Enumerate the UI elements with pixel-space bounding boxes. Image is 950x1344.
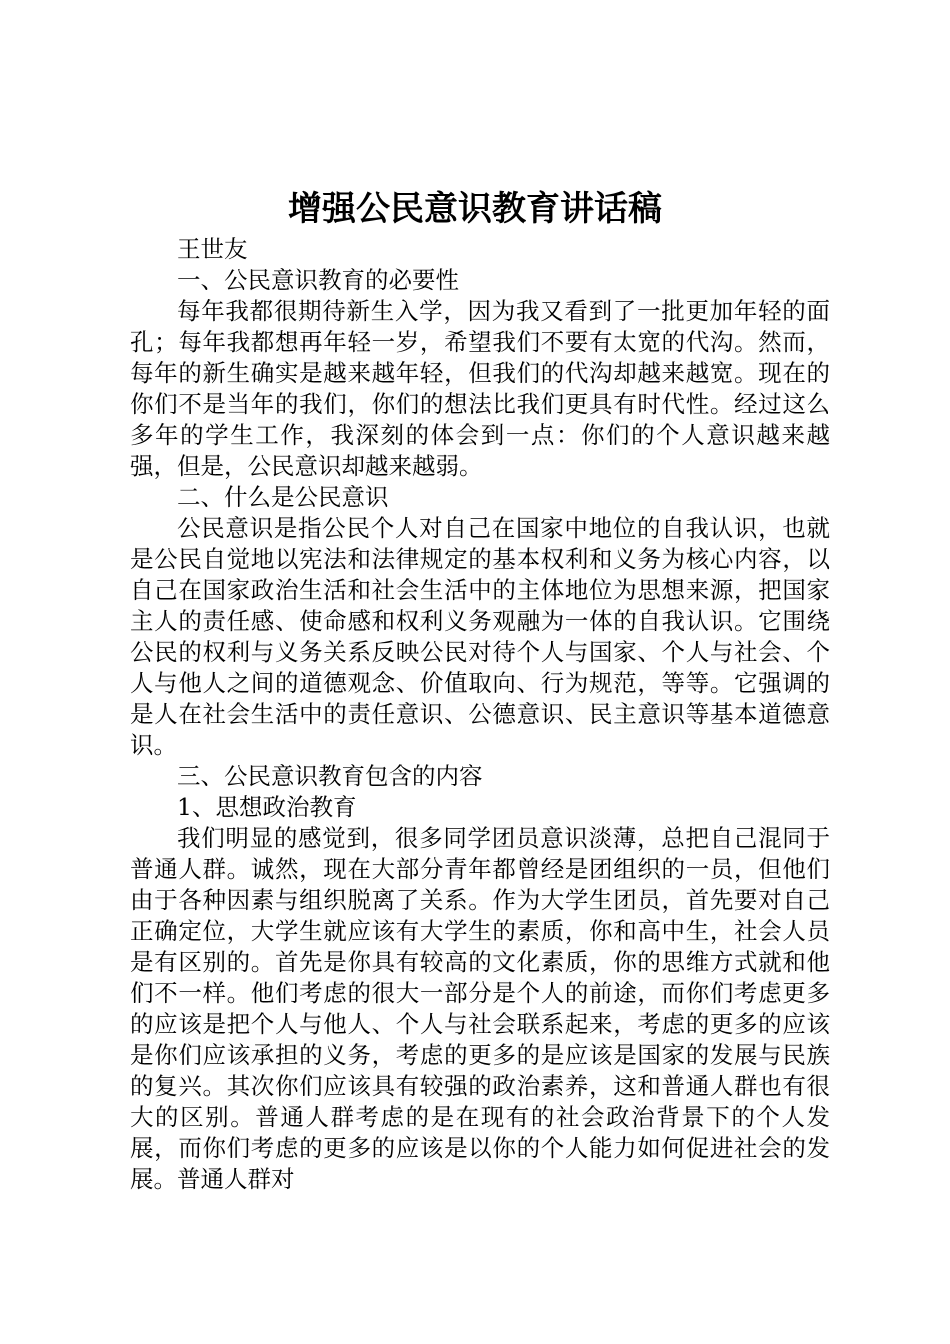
- paragraph-political-education: 我们明显的感觉到，很多同学团员意识淡薄，总把自己混同于普通人群。诚然，现在大部分青年都曾经是团组织的一员，但他们由于各种因素与组织脱离了关系。作为大学生团员，首先要对自己正确定位，大学生就应该有大学生的素质，你和高中生，社会人员是有区别的。首先是你具有较高的文化素质，你的思维方式就和他们不一样。他们考虑的很大一部分是个人的前途，而你们考虑更多的应该是把个人与他人、个人与社会联系起来，考虑的更多的应该是你们应该承担的义务，考虑的更多的是应该是国家的发展与民族的复兴。其次你们应该具有较强的政治素养，这和普通人群也有很大的区别。普通人群考虑的是在现有的社会政治背景下的个人发展，而你们考虑的更多的应该是以你的个人能力如何促进社会的发展。普通人群对: [130, 824, 830, 1193]
- section-heading-necessity: 一、公民意识教育的必要性: [177, 266, 459, 294]
- paragraph-necessity: 每年我都很期待新生入学，因为我又看到了一批更加年轻的面孔；每年我都想再年轻一岁，希望我们不要有太宽的代沟。然而，每年的新生确实是越来越年轻，但我们的代沟却越来越宽。现在的你们不是当年的我们，你们的想法比我们更具有时代性。经过这么多年的学生工作，我深刻的体会到一点：你们的个人意识越来越强，但是，公民意识却越来越弱。: [130, 297, 830, 480]
- section-heading-definition: 二、什么是公民意识: [177, 483, 389, 511]
- paragraph-definition: 公民意识是指公民个人对自己在国家中地位的自我认识，也就是公民自觉地以宪法和法律规定的基本权利和义务为核心内容，以自己在国家政治生活和社会生活中的主体地位为思想来源，把国家主人的责任感、使命感和权利义务观融为一体的自我认识。它围绕公民的权利与义务关系反映公民对待个人与国家、个人与社会、个人与他人之间的道德观念、价值取向、行为规范，等等。它强调的是人在社会生活中的责任意识、公德意识、民主意识等基本道德意识。: [130, 514, 830, 759]
- author-name: 王世友: [177, 235, 248, 263]
- section-heading-content: 三、公民意识教育包含的内容: [177, 762, 483, 790]
- document-body: [130, 234, 830, 1195]
- document-title: 增强公民意识教育讲话稿: [288, 189, 662, 229]
- subsection-heading-political-education: 1、思想政治教育: [177, 793, 357, 821]
